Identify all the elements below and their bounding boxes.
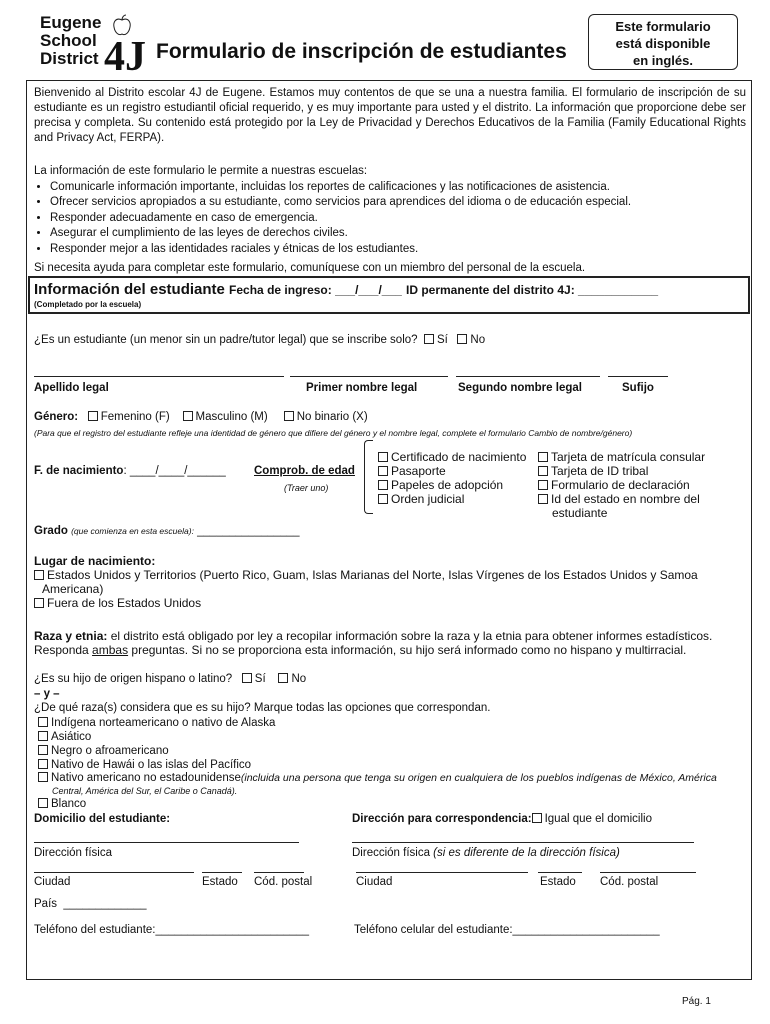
race-pacific-label: Nativo de Hawái o las islas del Pacífico [51,759,252,771]
badge-line-3: en inglés. [633,53,693,68]
mail-street-line[interactable] [352,842,694,843]
mail-city-label: Ciudad [356,876,393,888]
home-zip-line[interactable] [254,872,304,873]
birthplace-us-label-cont: Americana) [42,582,104,596]
proof-label: Comprob. de edad [254,465,355,477]
middle-name-line[interactable] [456,376,600,377]
help-text: Si necesita ayuda para completar este formulario, comuníquese con un miembro del personal de la escuela. [34,262,586,274]
use-item: • Responder mejor a las identidades raciales y étnicas de los estudiantes. [50,242,746,258]
race-question: ¿De qué raza(s) considera que es su hijo? Marque todas las opciones que correspondan. [34,702,491,714]
badge-line-2: está disponible [615,36,711,51]
hispanic-no-checkbox[interactable] [278,673,288,683]
race-asian-checkbox[interactable] [38,731,48,741]
race-intro-both: ambas [92,643,129,657]
birthplace-label: Lugar de nacimiento: [34,554,156,568]
alone-yes-label: Sí [436,334,448,346]
use-item: • Responder adecuadamente en caso de emergencia. [50,211,746,227]
use-item: • Comunicarle información importante, incluidas los reportes de calificaciones y las notificaciones de asistencia. [50,180,746,196]
birthplace-outside-checkbox[interactable] [34,598,44,608]
last-name-label: Apellido legal [34,382,109,394]
proofs-left [378,450,526,506]
alone-question [34,334,485,346]
home-street-line[interactable] [34,842,299,843]
tribal-id-checkbox[interactable] [538,466,548,476]
mail-zip-label: Cód. postal [600,876,659,888]
race-options [38,716,275,772]
logo-line-2: School [40,31,97,50]
race-intro-text2a: Responda [34,643,93,657]
suffix-label: Sufijo [622,382,654,394]
mail-street-label-row [352,847,620,859]
gender-female-checkbox[interactable] [88,411,98,421]
alone-question-text: ¿Es un estudiante (un menor sin un padre/tutor legal) que se inscribe solo? [34,334,418,346]
gender-row [34,411,368,423]
same-as-home-checkbox[interactable] [532,813,542,823]
country-field[interactable]: _____________ [63,898,147,910]
state-id-checkbox[interactable] [538,494,548,504]
tribal-id-label: Tarjeta de ID tribal [551,464,649,478]
badge-line-1: Este formulario [615,19,711,34]
gender-male-checkbox[interactable] [183,411,193,421]
gender-male-label: Masculino (M) [195,411,268,423]
gender-female-label: Femenino (F) [100,411,170,423]
apple-icon [112,14,132,38]
hispanic-yes-checkbox[interactable] [242,673,252,683]
home-state-line[interactable] [202,872,242,873]
gender-label: Género: [34,411,79,423]
home-city-line[interactable] [34,872,194,873]
home-address-label: Domicilio del estudiante: [34,813,171,825]
race-black-label: Negro o afroamericano [51,745,169,757]
logo-line-1: Eugene [40,13,102,32]
suffix-line[interactable] [608,376,668,377]
race-nonus-row [38,772,746,784]
page-title: Formulario de inscripción de estudiantes [156,40,567,63]
first-name-label: Primer nombre legal [306,382,418,394]
mail-address-label: Dirección para correspondencia: [352,813,532,825]
court-order-checkbox[interactable] [378,494,388,504]
last-name-line[interactable] [34,376,284,377]
race-intro-label: Raza y etnia: [34,629,108,643]
student-info-header [34,281,658,298]
grade-note: (que comienza en esta escuela): [71,526,194,536]
race-intro-text2b: preguntas. Si no se proporciona esta información, su hijo será informado como no hispano y multirracial. [128,643,687,657]
race-native-na-label: Indígena norteamericano o nativo de Alaska [51,717,276,729]
race-white-label: Blanco [51,798,87,810]
birthplace-outside-label: Fuera de los Estados Unidos [47,596,202,610]
alone-no-checkbox[interactable] [457,334,467,344]
entry-date-field[interactable]: Fecha de ingreso: ___/___/___ [229,283,402,297]
race-asian-label: Asiático [51,731,92,743]
intro-paragraph: Bienvenido al Distrito escolar 4J de Eugene. Estamos muy contentos de que se una a nuestra familia. El formulario de inscripción de su estudiante es un registro estudiantil oficial requerido, y es muy importante para usted y el distrito. La información que proporcione debe ser precisa y completa. Su contenido está protegido por la Ley de Privacidad y Derechos Educativos de la Familia (Family Educational Rights and Privacy Act, FERPA). [34,87,746,144]
student-cell-field[interactable]: Teléfono celular del estudiante:_______________________ [354,924,660,936]
adoption-checkbox[interactable] [378,480,388,490]
english-available-badge [588,14,738,70]
birth-cert-checkbox[interactable] [378,452,388,462]
birthplace-section [34,554,746,610]
mail-city-line[interactable] [356,872,528,873]
home-state-label: Estado [202,876,238,888]
hispanic-question: ¿Es su hijo de origen hispano o latino? [34,673,233,685]
country-label: País [34,898,58,910]
mail-state-line[interactable] [538,872,582,873]
race-white-checkbox[interactable] [38,798,48,808]
state-id-label-cont: estudiante [552,506,608,520]
race-native-na-checkbox[interactable] [38,717,48,727]
alone-yes-checkbox[interactable] [424,334,434,344]
mail-street-label: Dirección física [352,847,430,859]
declaration-checkbox[interactable] [538,480,548,490]
race-nonus-checkbox[interactable] [38,772,48,782]
hispanic-no-label: No [291,673,307,685]
birth-date-field[interactable]: : ____/____/______ [123,465,226,477]
use-item: • Ofrecer servicios apropiados a su estudiante, como servicios para aprendices del idioma o de educación especial. [50,195,746,211]
alone-no-label: No [470,334,486,346]
bring-one-note: (Traer uno) [284,483,329,493]
race-white-row [38,798,86,810]
state-id-label: Id del estado en nombre del [551,492,700,506]
uses-intro: La información de este formulario le permite a nuestras escuelas: [34,165,368,177]
mail-state-label: Estado [540,876,576,888]
race-black-checkbox[interactable] [38,745,48,755]
court-order-label: Orden judicial [391,492,465,506]
hispanic-yes-label: Sí [254,673,266,685]
consular-label: Tarjeta de matrícula consular [551,450,706,464]
hispanic-row [34,673,306,685]
district-id-field[interactable]: ID permanente del distrito 4J: ____________ [405,283,659,297]
student-phone-field[interactable]: Teléfono del estudiante:________________________ [34,924,309,936]
logo-4j: 4J [104,34,146,80]
district-logo [40,13,146,80]
use-item: • Asegurar el cumplimiento de las leyes de derechos civiles. [50,226,746,242]
middle-name-label: Segundo nombre legal [458,382,582,394]
birth-cert-label: Certificado de nacimiento [391,450,527,464]
logo-line-3: District [40,49,99,68]
grade-field[interactable]: ________________ [197,525,300,537]
gender-x-label: No binario (X) [296,411,368,423]
mail-street-note: (si es diferente de la dirección física) [429,847,620,859]
passport-checkbox[interactable] [378,466,388,476]
grade-label: Grado [34,525,68,537]
mail-address-row [352,813,652,825]
birth-label: F. de nacimiento [34,465,124,477]
declaration-label: Formulario de declaración [551,478,690,492]
grade-row [34,525,299,537]
birth-row [34,465,226,477]
race-pacific-checkbox[interactable] [38,759,48,769]
home-city-label: Ciudad [34,876,71,888]
and-separator: – y – [34,688,60,700]
adoption-label: Papeles de adopción [391,478,504,492]
home-zip-label: Cód. postal [254,876,313,888]
consular-checkbox[interactable] [538,452,548,462]
passport-label: Pasaporte [391,464,446,478]
birthplace-us-checkbox[interactable] [34,570,44,580]
page-number: Pág. 1 [682,996,711,1007]
first-name-line[interactable] [290,376,448,377]
race-nonus-label: Nativo americano no estadounidense [51,772,241,784]
country-row [34,898,147,910]
mail-zip-line[interactable] [600,872,696,873]
race-intro [34,629,746,657]
birthplace-us-label: Estados Unidos y Territorios (Puerto Rico, Guam, Islas Marianas del Norte, Islas Vírgenes de los Estados Unidos y Samoa [47,568,698,582]
same-as-home-label: Igual que el domicilio [544,813,652,825]
race-nonus-note: (incluida una persona que tenga su origen en cualquiera de los pueblos indígenas de México, América [240,772,717,784]
section-title: Información del estudiante [34,281,225,298]
race-nonus-note-cont: Central, América del Sur, el Caribe o Canadá). [52,786,238,796]
section-subtitle: (Completado por la escuela) [34,300,142,309]
uses-section [34,164,746,257]
race-intro-text: el distrito está obligado por ley a recopilar información sobre la raza y la etnia para obtener informes estadísticos. [107,629,713,643]
gender-x-checkbox[interactable] [284,411,294,421]
brace [364,440,373,514]
proofs-right [538,450,705,520]
home-street-label: Dirección física [34,847,112,859]
gender-note: (Para que el registro del estudiante refleje una identidad de género que difiere del género y el nombre legal, complete el formulario Cambio de nombre/género) [34,428,633,438]
